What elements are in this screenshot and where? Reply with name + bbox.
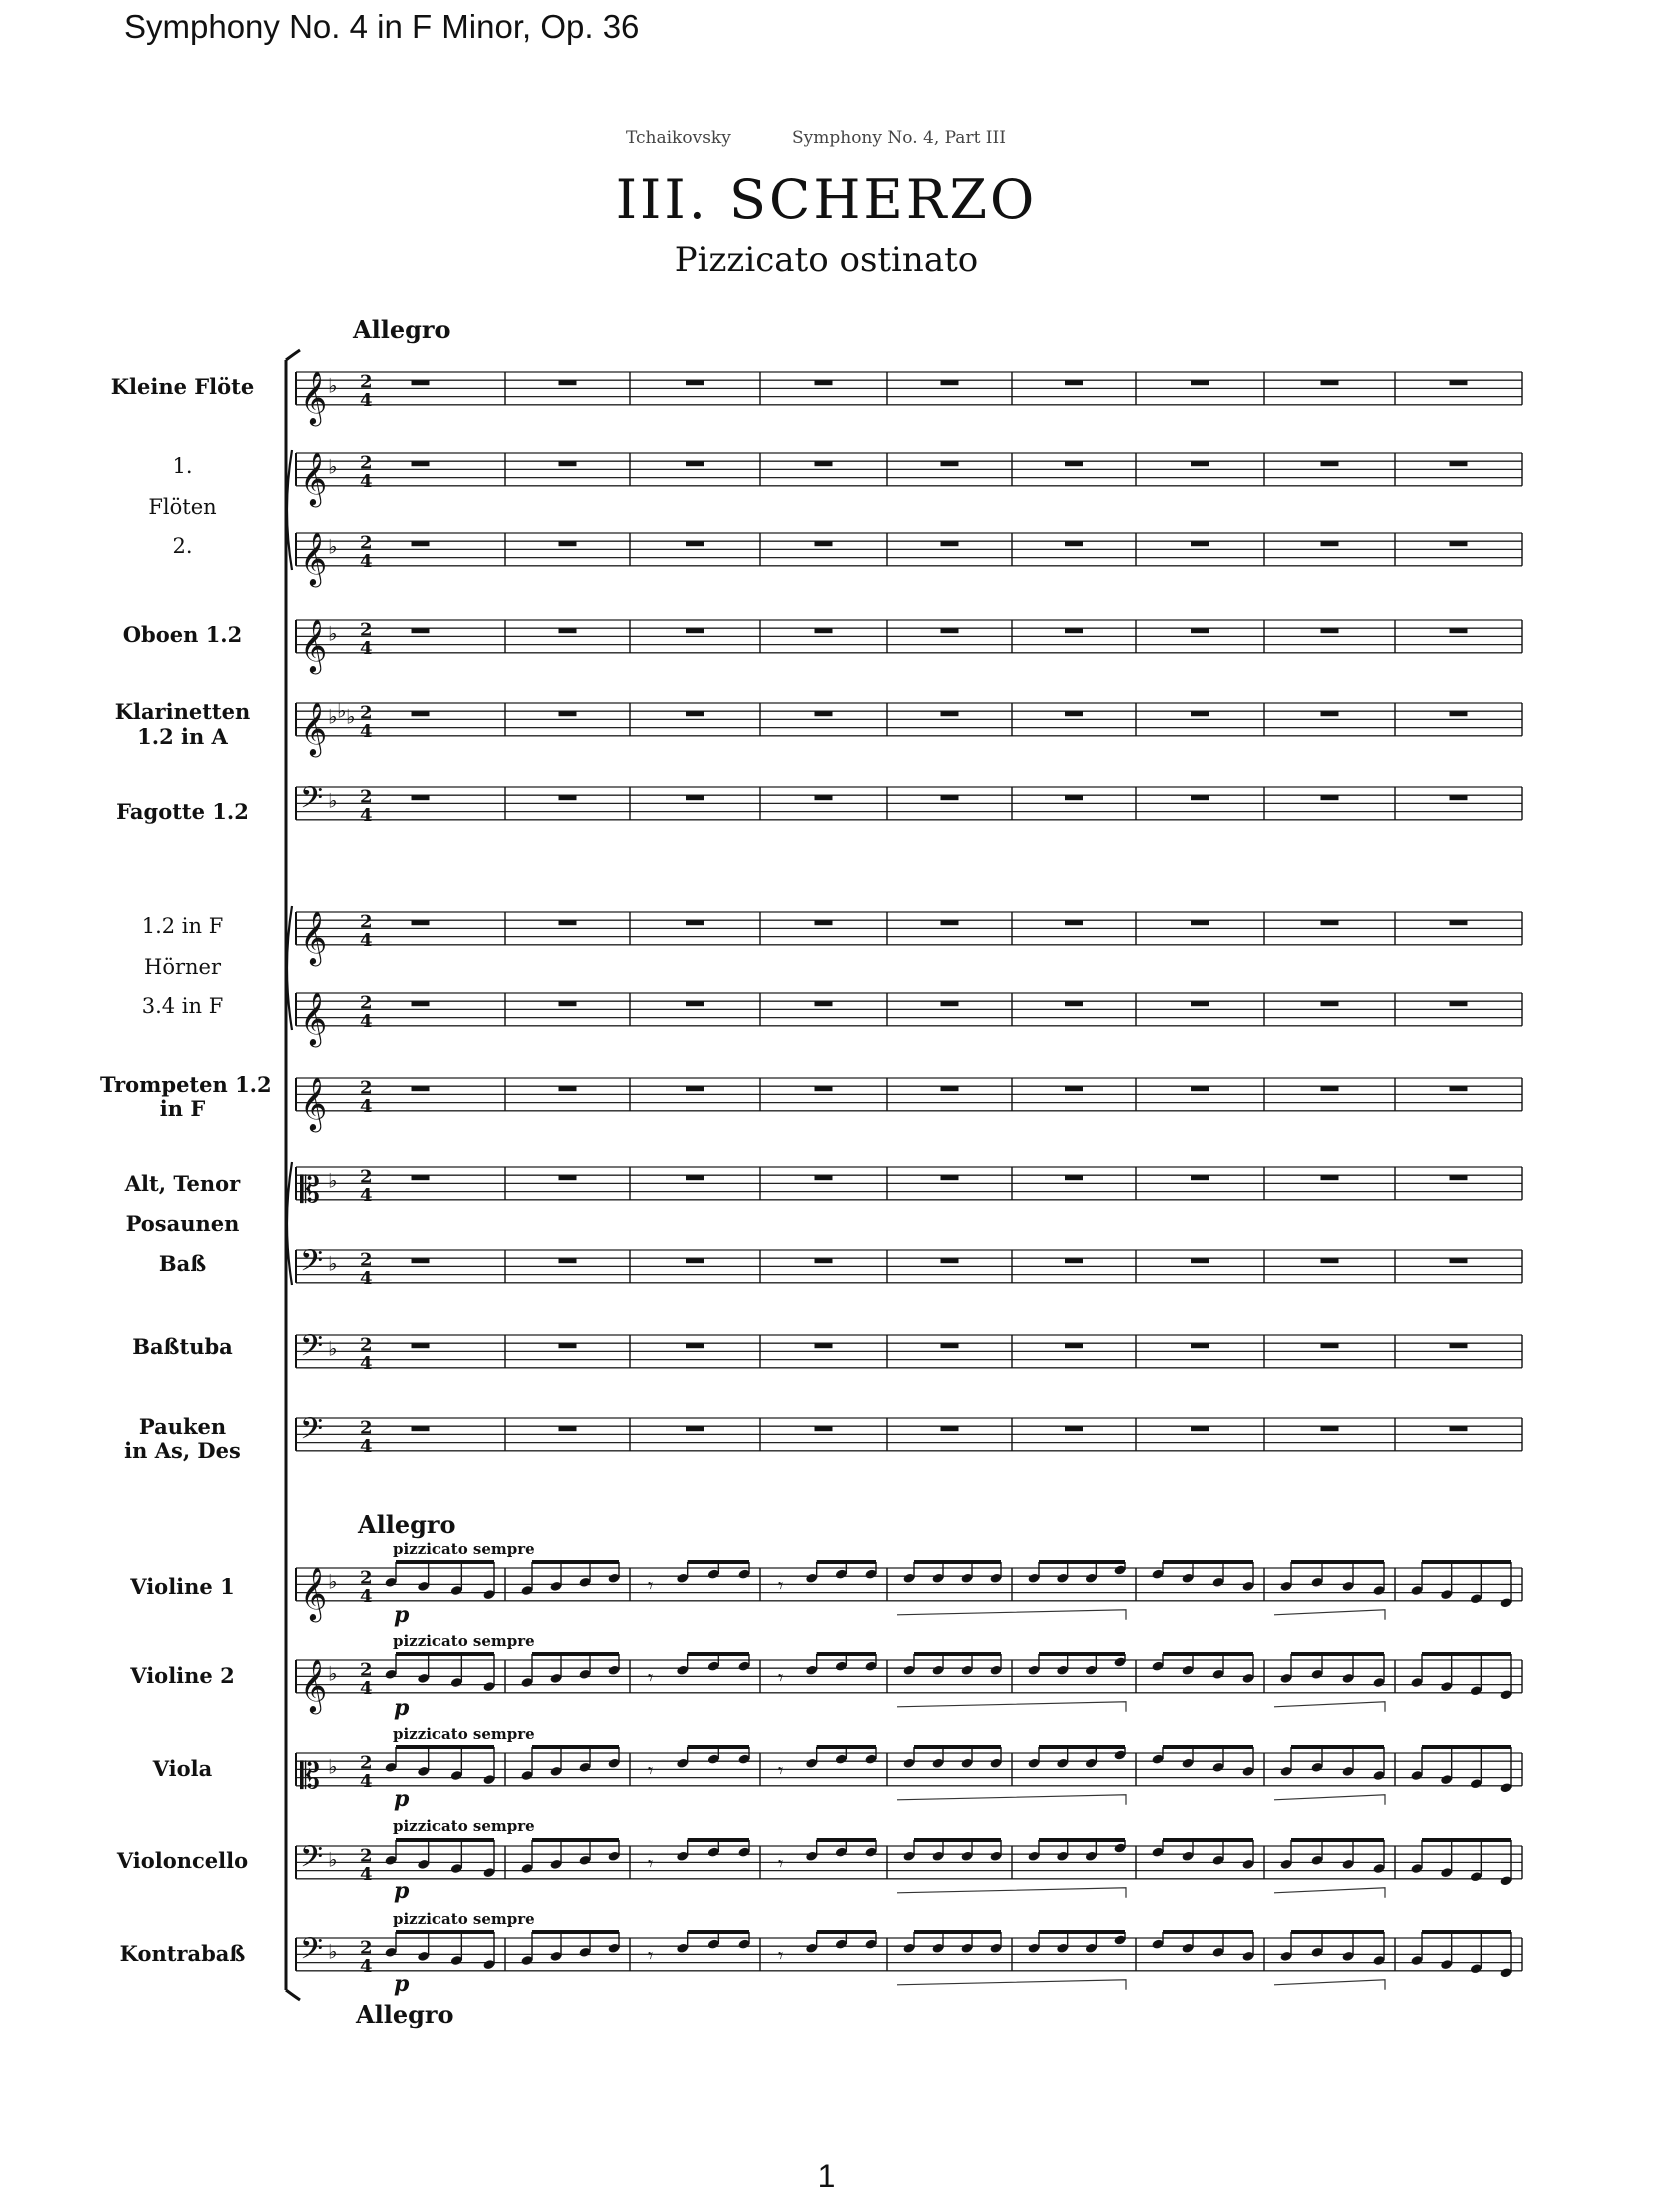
instrument-label-horner: Hörner xyxy=(144,955,221,979)
instrument-label-horner-34: 3.4 in F xyxy=(141,994,224,1018)
string-staff-2-time-numerator: 2 xyxy=(360,1752,373,1774)
group-brace xyxy=(287,1162,292,1285)
wind-staff-2-whole-rest xyxy=(1450,541,1468,546)
wind-staff-11-whole-rest xyxy=(686,1343,704,1348)
instrument-label-klarinetten-key: 1.2 in A xyxy=(137,724,228,749)
wind-staff-11-whole-rest xyxy=(412,1343,430,1348)
wind-staff-5-whole-rest xyxy=(941,795,959,800)
string-staff-0-hairpin xyxy=(1274,1610,1385,1620)
instrument-label-kontrabass: Kontrabaß xyxy=(119,1941,246,1966)
wind-staff-3-whole-rest xyxy=(941,628,959,633)
string-staff-4-eighth-rest: 𝄾 xyxy=(778,1943,784,1968)
wind-staff-5-whole-rest xyxy=(1450,795,1468,800)
wind-staff-9-whole-rest xyxy=(1065,1175,1083,1180)
string-staff-1-flat-accidental: ♭ xyxy=(328,1661,338,1686)
wind-staff-1-whole-rest xyxy=(815,461,833,466)
wind-staff-4-treble-clef: 𝄞 xyxy=(300,700,328,755)
wind-staff-5-whole-rest xyxy=(1191,795,1209,800)
wind-staff-12-whole-rest xyxy=(1450,1426,1468,1431)
wind-staff-12-time-denominator: 4 xyxy=(360,1435,373,1457)
wind-staff-8-time-numerator: 2 xyxy=(360,1077,373,1099)
wind-staff-2-time-denominator: 4 xyxy=(360,550,373,572)
string-staff-2-eighth-rest: 𝄾 xyxy=(648,1758,654,1783)
wind-staff-5-whole-rest xyxy=(412,795,430,800)
wind-staff-1-time-numerator: 2 xyxy=(360,452,373,474)
wind-staff-3-whole-rest xyxy=(559,628,577,633)
wind-staff-5-whole-rest xyxy=(1321,795,1339,800)
string-staff-0-eighth-rest: 𝄾 xyxy=(778,1573,784,1598)
wind-staff-8-whole-rest xyxy=(815,1086,833,1091)
pizzicato-direction-kontrabass: pizzicato sempre xyxy=(393,1910,535,1928)
wind-staff-8-whole-rest xyxy=(1321,1086,1339,1091)
instrument-label-floten: Flöten xyxy=(148,495,217,519)
wind-staff-11-whole-rest xyxy=(1450,1343,1468,1348)
wind-staff-5-whole-rest xyxy=(686,795,704,800)
wind-staff-8-treble-clef: 𝄞 xyxy=(300,1075,328,1130)
wind-staff-6-whole-rest xyxy=(559,920,577,925)
wind-staff-0-whole-rest xyxy=(686,380,704,385)
wind-staff-4-time-numerator: 2 xyxy=(360,702,373,724)
dynamic-violine-2: p xyxy=(394,1695,410,1721)
instrument-label-trompeten-key: in F xyxy=(159,1096,206,1121)
wind-staff-0-whole-rest xyxy=(1321,380,1339,385)
wind-staff-1-whole-rest xyxy=(412,461,430,466)
string-staff-2-hairpin xyxy=(1274,1795,1385,1805)
string-staff-4-bass-clef: 𝄢 xyxy=(300,1932,324,1974)
wind-staff-5-whole-rest xyxy=(815,795,833,800)
wind-staff-9-whole-rest xyxy=(559,1175,577,1180)
string-staff-0-eighth-rest: 𝄾 xyxy=(648,1573,654,1598)
wind-staff-3-flat-accidental: ♭ xyxy=(328,621,338,646)
wind-staff-10-whole-rest xyxy=(941,1258,959,1263)
wind-staff-3-whole-rest xyxy=(412,628,430,633)
string-staff-2-eighth-rest: 𝄾 xyxy=(778,1758,784,1783)
wind-staff-5-bass-clef: 𝄢 xyxy=(300,781,324,823)
pizzicato-direction-violine-2: pizzicato sempre xyxy=(393,1632,535,1650)
wind-staff-1-flat-accidental: ♭ xyxy=(328,454,338,479)
pizzicato-direction-violine-1: pizzicato sempre xyxy=(393,1540,535,1558)
wind-staff-1-whole-rest xyxy=(1450,461,1468,466)
wind-staff-1-treble-clef: 𝄞 xyxy=(300,450,328,505)
instrument-label-fagotte: Fagotte 1.2 xyxy=(116,799,249,824)
wind-staff-1-whole-rest xyxy=(1321,461,1339,466)
wind-staff-11-whole-rest xyxy=(941,1343,959,1348)
wind-staff-7-whole-rest xyxy=(1450,1001,1468,1006)
pizzicato-direction-violoncello: pizzicato sempre xyxy=(393,1817,535,1835)
wind-staff-0-treble-clef: 𝄞 xyxy=(300,369,328,424)
instrument-label-posaunen: Posaunen xyxy=(125,1211,240,1236)
wind-staff-9-whole-rest xyxy=(1450,1175,1468,1180)
pizzicato-direction-viola: pizzicato sempre xyxy=(393,1725,535,1743)
string-staff-4-eighth-rest: 𝄾 xyxy=(648,1943,654,1968)
wind-staff-8-whole-rest xyxy=(1450,1086,1468,1091)
wind-staff-10-whole-rest xyxy=(1065,1258,1083,1263)
movement-title: III. SCHERZO xyxy=(615,168,1038,231)
instrument-label-violine-2: Violine 2 xyxy=(130,1663,235,1688)
wind-staff-9-time-denominator: 4 xyxy=(360,1184,373,1206)
wind-staff-12-whole-rest xyxy=(412,1426,430,1431)
string-staff-1-eighth-rest: 𝄾 xyxy=(648,1665,654,1690)
string-staff-4-hairpin xyxy=(1274,1980,1385,1990)
wind-staff-3-whole-rest xyxy=(686,628,704,633)
wind-staff-7-whole-rest xyxy=(1065,1001,1083,1006)
wind-staff-2-whole-rest xyxy=(1321,541,1339,546)
string-staff-0-flat-accidental: ♭ xyxy=(328,1569,338,1594)
wind-staff-10-whole-rest xyxy=(1191,1258,1209,1263)
wind-staff-3-time-numerator: 2 xyxy=(360,619,373,641)
wind-staff-9-flat-accidental: ♭ xyxy=(328,1168,338,1193)
wind-staff-12-time-numerator: 2 xyxy=(360,1417,373,1439)
wind-staff-6-whole-rest xyxy=(412,920,430,925)
wind-staff-9-whole-rest xyxy=(941,1175,959,1180)
system-bracket-hook-top xyxy=(286,350,300,360)
string-staff-3-flat-accidental: ♭ xyxy=(328,1847,338,1872)
wind-staff-10-whole-rest xyxy=(1450,1258,1468,1263)
instrument-label-horner-12: 1.2 in F xyxy=(141,914,224,938)
wind-staff-9-time-numerator: 2 xyxy=(360,1166,373,1188)
wind-staff-7-whole-rest xyxy=(1321,1001,1339,1006)
wind-staff-11-time-numerator: 2 xyxy=(360,1334,373,1356)
wind-staff-6-whole-rest xyxy=(686,920,704,925)
string-staff-3-time-denominator: 4 xyxy=(360,1863,373,1885)
instrument-label-kleine-flote: Kleine Flöte xyxy=(110,374,255,399)
tempo-marking-strings: Allegro xyxy=(358,1510,456,1539)
wind-staff-5-whole-rest xyxy=(559,795,577,800)
system-bracket-hook-bottom xyxy=(286,1990,300,2000)
wind-staff-8-whole-rest xyxy=(686,1086,704,1091)
string-staff-4-hairpin xyxy=(897,1980,1126,1990)
instrument-label-violoncello: Violoncello xyxy=(116,1848,249,1873)
wind-staff-8-whole-rest xyxy=(412,1086,430,1091)
wind-staff-12-whole-rest xyxy=(1191,1426,1209,1431)
wind-staff-1-whole-rest xyxy=(1065,461,1083,466)
wind-staff-2-whole-rest xyxy=(815,541,833,546)
wind-staff-4-whole-rest xyxy=(1065,711,1083,716)
wind-staff-12-whole-rest xyxy=(941,1426,959,1431)
wind-staff-10-whole-rest xyxy=(412,1258,430,1263)
wind-staff-12-whole-rest xyxy=(815,1426,833,1431)
string-staff-0-time-numerator: 2 xyxy=(360,1567,373,1589)
wind-staff-2-whole-rest xyxy=(1065,541,1083,546)
wind-staff-5-time-denominator: 4 xyxy=(360,804,373,826)
wind-staff-1-whole-rest xyxy=(686,461,704,466)
wind-staff-8-time-denominator: 4 xyxy=(360,1095,373,1117)
wind-staff-9-alto-clef: 𝄡 xyxy=(300,1169,321,1211)
wind-staff-0-time-denominator: 4 xyxy=(360,389,373,411)
wind-staff-4-flat-accidental: ♭ xyxy=(328,704,338,729)
wind-staff-11-bass-clef: 𝄢 xyxy=(300,1329,324,1371)
wind-staff-10-whole-rest xyxy=(686,1258,704,1263)
wind-staff-5-time-numerator: 2 xyxy=(360,786,373,808)
wind-staff-4-whole-rest xyxy=(1450,711,1468,716)
string-staff-1-time-denominator: 4 xyxy=(360,1677,373,1699)
instrument-label-basstuba: Baßtuba xyxy=(132,1334,233,1359)
string-staff-1-treble-clef: 𝄞 xyxy=(300,1657,328,1712)
string-staff-2-flat-accidental: ♭ xyxy=(328,1754,338,1779)
wind-staff-3-whole-rest xyxy=(815,628,833,633)
work-header: Symphony No. 4, Part III xyxy=(792,128,1006,148)
wind-staff-2-whole-rest xyxy=(941,541,959,546)
wind-staff-0-whole-rest xyxy=(559,380,577,385)
wind-staff-8-whole-rest xyxy=(1065,1086,1083,1091)
tempo-marking-top: Allegro xyxy=(353,315,451,344)
wind-staff-4-whole-rest xyxy=(1321,711,1339,716)
wind-staff-3-whole-rest xyxy=(1450,628,1468,633)
string-staff-0-treble-clef: 𝄞 xyxy=(300,1565,328,1620)
wind-staff-6-treble-clef: 𝄞 xyxy=(300,909,328,964)
instrument-label-violine-1: Violine 1 xyxy=(130,1574,235,1599)
string-staff-4-time-denominator: 4 xyxy=(360,1955,373,1977)
string-staff-2-hairpin xyxy=(897,1795,1126,1805)
wind-staff-6-whole-rest xyxy=(941,920,959,925)
string-staff-3-eighth-rest: 𝄾 xyxy=(778,1851,784,1876)
instrument-label-floten-1: 1. xyxy=(172,454,193,478)
wind-staff-11-whole-rest xyxy=(815,1343,833,1348)
wind-staff-0-flat-accidental: ♭ xyxy=(328,373,338,398)
wind-staff-0-whole-rest xyxy=(1191,380,1209,385)
string-staff-1-hairpin xyxy=(1274,1702,1385,1712)
wind-staff-0-whole-rest xyxy=(1065,380,1083,385)
instrument-label-pauken-tuning: in As, Des xyxy=(124,1438,241,1463)
string-staff-2-time-denominator: 4 xyxy=(360,1770,373,1792)
wind-staff-0-whole-rest xyxy=(1450,380,1468,385)
string-staff-1-time-numerator: 2 xyxy=(360,1659,373,1681)
wind-staff-3-whole-rest xyxy=(1191,628,1209,633)
dynamic-kontrabass: p xyxy=(394,1971,410,1997)
wind-staff-3-whole-rest xyxy=(1065,628,1083,633)
string-staff-3-eighth-rest: 𝄾 xyxy=(648,1851,654,1876)
wind-staff-9-whole-rest xyxy=(1191,1175,1209,1180)
string-staff-1-eighth-rest: 𝄾 xyxy=(778,1665,784,1690)
wind-staff-8-whole-rest xyxy=(1191,1086,1209,1091)
wind-staff-9-whole-rest xyxy=(412,1175,430,1180)
wind-staff-4-flat-accidental: ♭ xyxy=(337,698,347,723)
wind-staff-4-whole-rest xyxy=(941,711,959,716)
wind-staff-5-whole-rest xyxy=(1065,795,1083,800)
wind-staff-5-flat-accidental: ♭ xyxy=(328,788,338,813)
string-staff-3-time-numerator: 2 xyxy=(360,1845,373,1867)
wind-staff-11-whole-rest xyxy=(1321,1343,1339,1348)
dynamic-viola: p xyxy=(394,1786,410,1812)
string-staff-1-hairpin xyxy=(897,1702,1126,1712)
wind-staff-0-whole-rest xyxy=(412,380,430,385)
wind-staff-10-whole-rest xyxy=(815,1258,833,1263)
instrument-label-viola: Viola xyxy=(152,1756,213,1781)
dynamic-violoncello: p xyxy=(394,1878,410,1904)
wind-staff-11-whole-rest xyxy=(1065,1343,1083,1348)
wind-staff-1-whole-rest xyxy=(559,461,577,466)
wind-staff-6-whole-rest xyxy=(815,920,833,925)
dynamic-violine-1: p xyxy=(394,1602,410,1628)
composer-header: Tchaikovsky xyxy=(626,128,731,148)
wind-staff-7-whole-rest xyxy=(686,1001,704,1006)
wind-staff-4-flat-accidental: ♭ xyxy=(346,704,356,729)
wind-staff-4-whole-rest xyxy=(412,711,430,716)
string-staff-0-hairpin xyxy=(897,1610,1126,1620)
page-number: 1 xyxy=(817,2158,836,2194)
wind-staff-3-time-denominator: 4 xyxy=(360,637,373,659)
wind-staff-4-whole-rest xyxy=(1191,711,1209,716)
instrument-label-floten-2: 2. xyxy=(172,534,193,558)
wind-staff-11-flat-accidental: ♭ xyxy=(328,1336,338,1361)
wind-staff-9-whole-rest xyxy=(686,1175,704,1180)
group-brace xyxy=(287,906,292,1030)
wind-staff-6-whole-rest xyxy=(1450,920,1468,925)
string-staff-2-alto-clef: 𝄡 xyxy=(300,1755,321,1797)
wind-staff-6-whole-rest xyxy=(1191,920,1209,925)
wind-staff-12-whole-rest xyxy=(1321,1426,1339,1431)
wind-staff-8-whole-rest xyxy=(941,1086,959,1091)
instrument-label-trompeten: Trompeten 1.2 xyxy=(100,1072,272,1097)
wind-staff-3-whole-rest xyxy=(1321,628,1339,633)
tempo-marking-bottom: Allegro xyxy=(356,2000,454,2029)
string-staff-4-time-numerator: 2 xyxy=(360,1937,373,1959)
wind-staff-12-whole-rest xyxy=(559,1426,577,1431)
wind-staff-12-bass-clef: 𝄢 xyxy=(300,1412,324,1454)
wind-staff-9-whole-rest xyxy=(1321,1175,1339,1180)
wind-staff-10-time-numerator: 2 xyxy=(360,1249,373,1271)
wind-staff-4-time-denominator: 4 xyxy=(360,720,373,742)
wind-staff-2-whole-rest xyxy=(1191,541,1209,546)
wind-staff-6-time-numerator: 2 xyxy=(360,911,373,933)
wind-staff-7-whole-rest xyxy=(1191,1001,1209,1006)
string-staff-3-hairpin xyxy=(897,1888,1126,1898)
wind-staff-9-whole-rest xyxy=(815,1175,833,1180)
wind-staff-2-whole-rest xyxy=(412,541,430,546)
wind-staff-2-flat-accidental: ♭ xyxy=(328,534,338,559)
string-staff-3-bass-clef: 𝄢 xyxy=(300,1840,324,1882)
wind-staff-7-time-numerator: 2 xyxy=(360,992,373,1014)
wind-staff-8-whole-rest xyxy=(559,1086,577,1091)
wind-staff-7-treble-clef: 𝄞 xyxy=(300,990,328,1045)
wind-staff-10-bass-clef: 𝄢 xyxy=(300,1244,324,1286)
wind-staff-1-time-denominator: 4 xyxy=(360,470,373,492)
string-staff-3-hairpin xyxy=(1274,1888,1385,1898)
wind-staff-0-whole-rest xyxy=(815,380,833,385)
wind-staff-2-time-numerator: 2 xyxy=(360,532,373,554)
wind-staff-10-flat-accidental: ♭ xyxy=(328,1251,338,1276)
movement-subtitle: Pizzicato ostinato xyxy=(674,240,979,280)
wind-staff-12-whole-rest xyxy=(686,1426,704,1431)
wind-staff-1-whole-rest xyxy=(1191,461,1209,466)
string-staff-4-flat-accidental: ♭ xyxy=(328,1939,338,1964)
wind-staff-2-whole-rest xyxy=(686,541,704,546)
instrument-label-posaunen-bass: Baß xyxy=(158,1251,207,1276)
wind-staff-4-whole-rest xyxy=(686,711,704,716)
wind-staff-3-treble-clef: 𝄞 xyxy=(300,617,328,672)
string-staff-0-time-denominator: 4 xyxy=(360,1585,373,1607)
wind-staff-4-whole-rest xyxy=(559,711,577,716)
wind-staff-0-whole-rest xyxy=(941,380,959,385)
wind-staff-6-time-denominator: 4 xyxy=(360,929,373,951)
wind-staff-2-treble-clef: 𝄞 xyxy=(300,530,328,585)
instrument-label-oboen: Oboen 1.2 xyxy=(122,622,243,647)
instrument-label-klarinetten: Klarinetten xyxy=(114,699,251,724)
group-brace xyxy=(287,450,292,570)
wind-staff-11-time-denominator: 4 xyxy=(360,1352,373,1374)
wind-staff-6-whole-rest xyxy=(1321,920,1339,925)
wind-staff-0-time-numerator: 2 xyxy=(360,371,373,393)
wind-staff-7-whole-rest xyxy=(815,1001,833,1006)
wind-staff-11-whole-rest xyxy=(559,1343,577,1348)
instrument-label-pauken: Pauken xyxy=(138,1414,227,1439)
wind-staff-7-whole-rest xyxy=(559,1001,577,1006)
wind-staff-4-whole-rest xyxy=(815,711,833,716)
wind-staff-10-time-denominator: 4 xyxy=(360,1267,373,1289)
wind-staff-11-whole-rest xyxy=(1191,1343,1209,1348)
wind-staff-7-whole-rest xyxy=(412,1001,430,1006)
wind-staff-6-whole-rest xyxy=(1065,920,1083,925)
wind-staff-12-whole-rest xyxy=(1065,1426,1083,1431)
wind-staff-1-whole-rest xyxy=(941,461,959,466)
wind-staff-10-whole-rest xyxy=(559,1258,577,1263)
wind-staff-7-whole-rest xyxy=(941,1001,959,1006)
wind-staff-2-whole-rest xyxy=(559,541,577,546)
instrument-label-posaunen-alt-tenor: Alt, Tenor xyxy=(124,1171,241,1196)
document-title: Symphony No. 4 in F Minor, Op. 36 xyxy=(124,8,640,45)
wind-staff-7-time-denominator: 4 xyxy=(360,1010,373,1032)
wind-staff-10-whole-rest xyxy=(1321,1258,1339,1263)
